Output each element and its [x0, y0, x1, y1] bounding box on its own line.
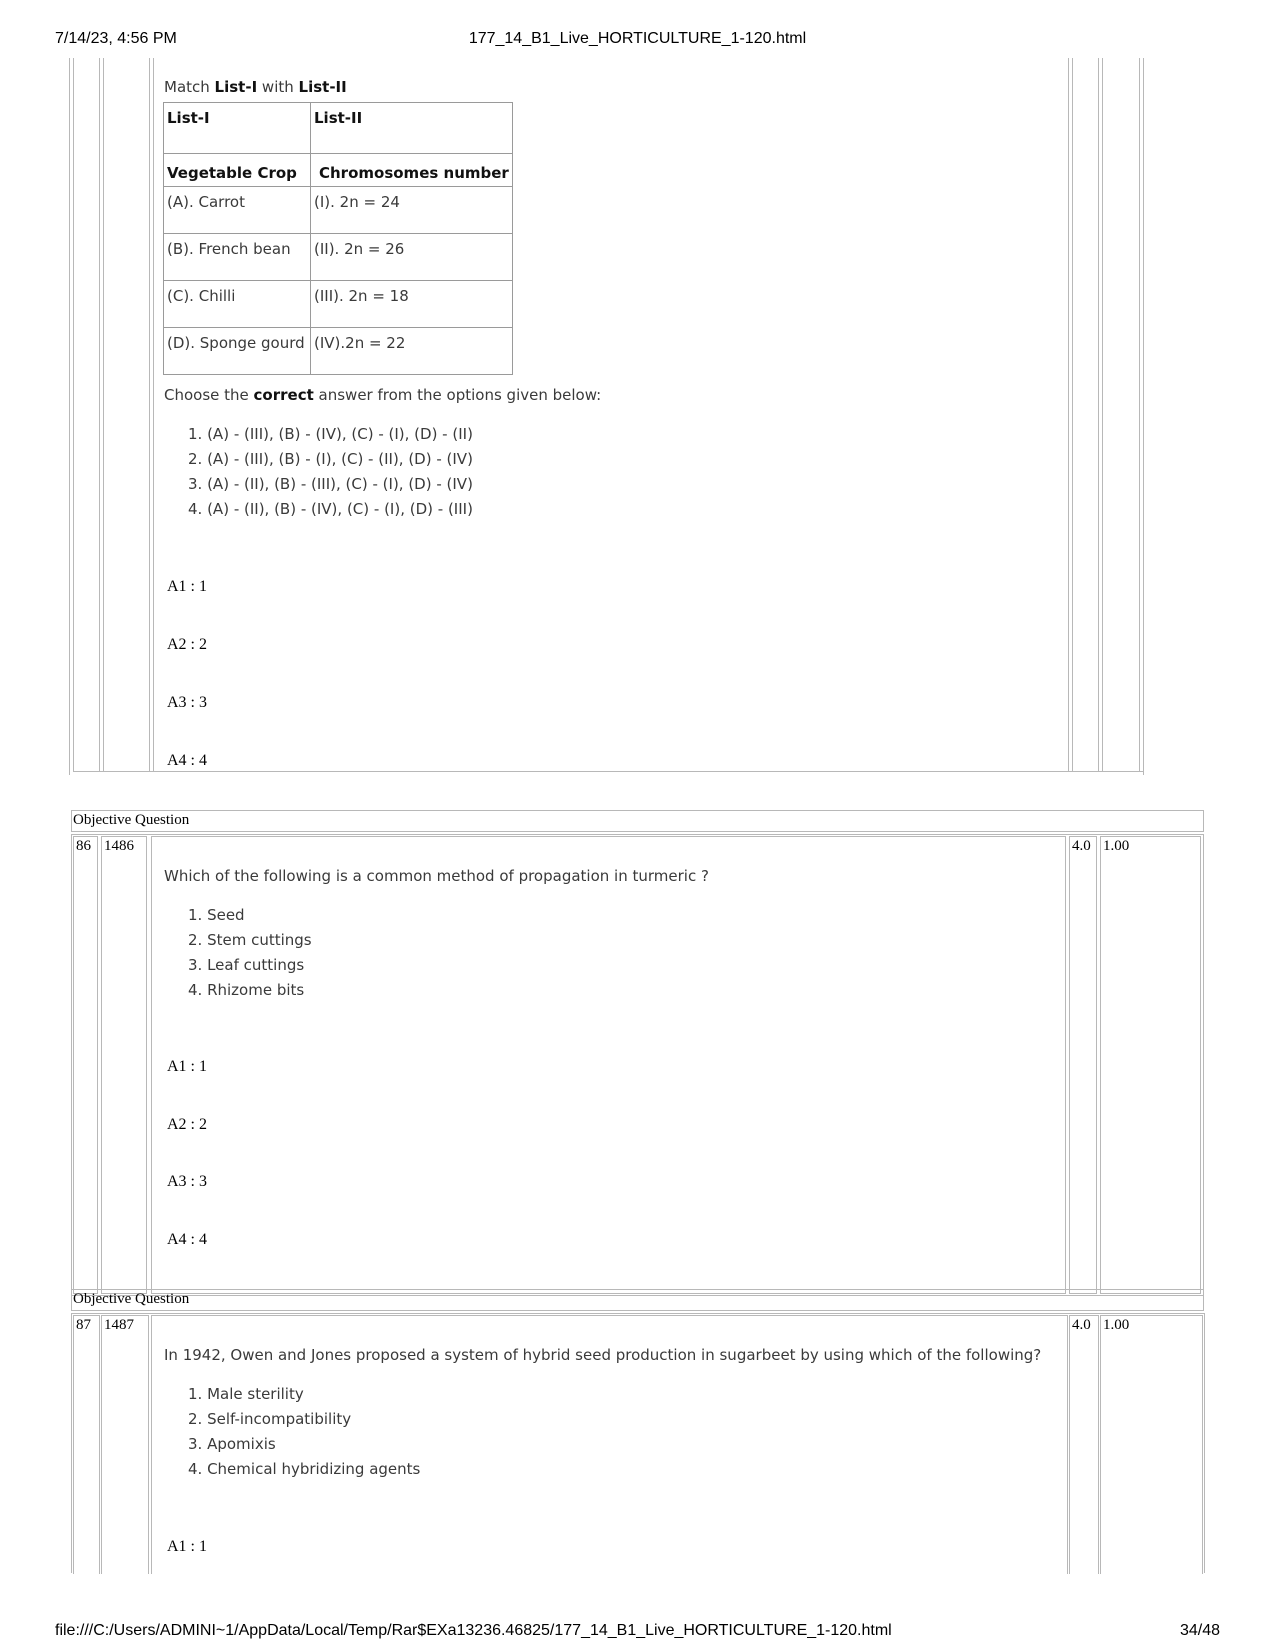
question-type-row	[71, 1289, 1204, 1311]
question-type-label: Objective Question	[73, 812, 190, 828]
negative-cell	[1100, 836, 1201, 1294]
table-border	[99, 58, 100, 772]
option-item: 4. Chemical hybridizing agents	[188, 1460, 421, 1478]
table-border	[103, 58, 104, 772]
option-item: 1. (A) - (III), (B) - (IV), (C) - (I), (D) - (II)	[188, 425, 473, 443]
match-table-cell: (I). 2n = 24	[311, 187, 513, 234]
answer-line: A4 : 4	[167, 1231, 207, 1248]
question-id: 1487	[104, 1317, 134, 1333]
id-cell	[101, 836, 147, 1294]
print-footer	[0, 1622, 1275, 1644]
question-number: 86	[76, 838, 91, 854]
option-item: 1. Male sterility	[188, 1385, 304, 1403]
match-table-subheader: Chromosomes number	[311, 154, 513, 187]
question-id: 1486	[104, 838, 134, 854]
choose-instruction: Choose the correct answer from the options given below:	[164, 386, 602, 404]
table-border	[149, 58, 150, 772]
number-cell	[73, 836, 98, 1294]
option-item: 1. Seed	[188, 906, 245, 924]
answer-line: A3 : 3	[167, 1173, 207, 1190]
table-border	[1102, 58, 1103, 772]
question-negative-marks: 1.00	[1103, 838, 1130, 854]
table-border	[1204, 1313, 1205, 1573]
table-border	[73, 771, 1144, 772]
table-border	[73, 58, 74, 772]
match-table-cell: (B). French bean	[164, 234, 311, 281]
answer-line: A4 : 4	[167, 752, 207, 769]
question-marks: 4.0	[1072, 838, 1091, 854]
option-list	[188, 422, 473, 522]
option-item: 4. (A) - (II), (B) - (IV), (C) - (I), (D) - (III)	[188, 500, 473, 518]
table-border	[1098, 58, 1099, 772]
answer-line: A1 : 1	[167, 1058, 207, 1075]
table-border	[71, 1313, 1204, 1314]
question-type-row	[71, 810, 1204, 832]
option-item: 4. Rhizome bits	[188, 981, 305, 999]
marks-cell	[1069, 836, 1097, 1294]
print-header	[0, 30, 1275, 52]
answer-line: A2 : 2	[167, 636, 207, 653]
table-border	[69, 58, 70, 775]
option-item: 3. Leaf cuttings	[188, 956, 305, 974]
option-item: 3. (A) - (II), (B) - (III), (C) - (I), (D) - (IV)	[188, 475, 473, 493]
question-text: In 1942, Owen and Jones proposed a system of hybrid seed production in sugarbeet by using which of the following?	[164, 1346, 1042, 1364]
match-table-cell: (II). 2n = 26	[311, 234, 513, 281]
negative-cell	[1100, 1315, 1203, 1574]
match-table-header: List-I	[164, 103, 311, 154]
question-marks: 4.0	[1072, 1317, 1091, 1333]
table-border	[1139, 58, 1140, 772]
match-table-cell: (III). 2n = 18	[311, 281, 513, 328]
match-table-cell: (D). Sponge gourd	[164, 328, 311, 375]
marks-cell	[1069, 1315, 1099, 1574]
answer-line: A3 : 3	[167, 694, 207, 711]
table-border	[71, 1313, 72, 1573]
print-file-path: file:///C:/Users/ADMINI~1/AppData/Local/Temp/Rar$EXa13236.46825/177_14_B1_Live_HORTICULTURE_1-120.html	[55, 1622, 892, 1639]
table-border	[153, 58, 154, 772]
question-type-label: Objective Question	[73, 1291, 190, 1307]
option-list	[188, 1382, 420, 1482]
question-negative-marks: 1.00	[1103, 1317, 1130, 1333]
match-table-cell: (C). Chilli	[164, 281, 311, 328]
table-border	[1068, 58, 1069, 772]
answer-line: A1 : 1	[167, 1538, 207, 1555]
question-number: 87	[76, 1317, 91, 1333]
print-title: 177_14_B1_Live_HORTICULTURE_1-120.html	[468, 30, 807, 47]
answer-line: A2 : 2	[167, 1116, 207, 1133]
match-table-subheader: Vegetable Crop	[164, 154, 311, 187]
option-item: 2. Stem cuttings	[188, 931, 312, 949]
match-table-cell: (A). Carrot	[164, 187, 311, 234]
option-item: 3. Apomixis	[188, 1435, 276, 1453]
match-table	[163, 102, 513, 375]
id-cell	[101, 1315, 149, 1574]
option-item: 2. (A) - (III), (B) - (I), (C) - (II), (D) - (IV)	[188, 450, 473, 468]
match-instruction: Match List-I with List-II	[164, 78, 347, 96]
option-item: 2. Self-incompatibility	[188, 1410, 352, 1428]
table-border	[1143, 58, 1144, 775]
answer-line: A1 : 1	[167, 578, 207, 595]
match-table-header: List-II	[311, 103, 513, 154]
print-datetime: 7/14/23, 4:56 PM	[55, 30, 177, 47]
print-page-number: 34/48	[1179, 1622, 1220, 1639]
match-table-cell: (IV).2n = 22	[311, 328, 513, 375]
number-cell	[73, 1315, 100, 1574]
table-border	[1072, 58, 1073, 772]
question-text: Which of the following is a common method of propagation in turmeric ?	[164, 867, 709, 885]
option-list	[188, 903, 312, 1003]
